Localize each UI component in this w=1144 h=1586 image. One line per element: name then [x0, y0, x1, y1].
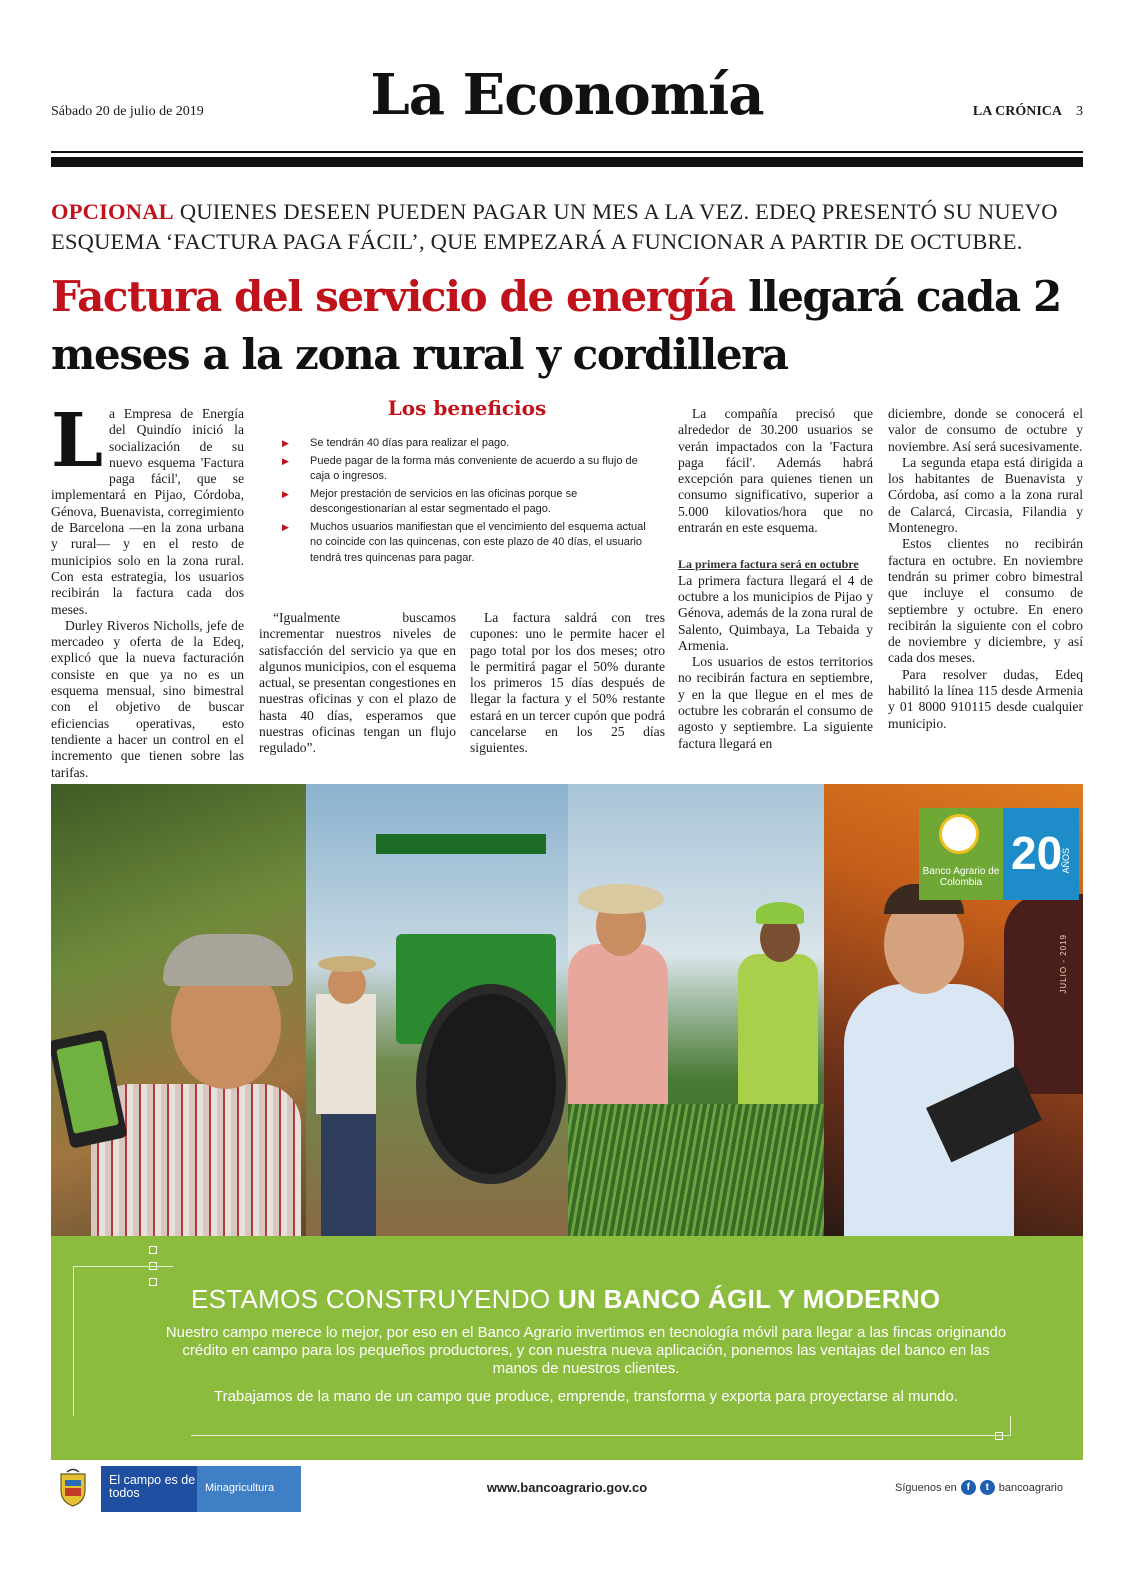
follow-label: Síguenos en — [895, 1481, 957, 1494]
sombrero — [578, 884, 664, 914]
tractor-photo — [306, 784, 568, 1236]
paragraph-text: a Empresa de Energía del Quindío inició la socialización de su nuevo esquema 'Factura paga fácil', que se implementará en Pijao, Córdoba, Génova, Buenavista, corregimiento de Barcelona —en la zona urbana y rural— y en el resto de municipios solo en la zona rural. Con esta estrategia, los usuarios recibirán la factura cada dos meses. — [51, 406, 244, 617]
drop-cap: L — [51, 398, 104, 484]
triangle-bullet-icon: ▶ — [282, 488, 289, 499]
facebook-icon[interactable]: f — [961, 1480, 976, 1495]
logo-text: Banco Agrario de Colombia — [922, 866, 1000, 888]
paragraph: La compañía precisó que alrededor de 30.200 usuarios se verán impactados con la 'Factura paga fácil'. Además habrá excepción para quienes tienen un consumo significativo, superior a 5.000 kilovatios/hora que no entrarán en este esquema. — [678, 406, 873, 536]
bank-logo — [919, 808, 1079, 900]
ad-title-light: ESTAMOS CONSTRUYENDO — [191, 1284, 558, 1314]
anniversary-number: 20 — [1011, 827, 1063, 879]
hat — [318, 956, 376, 972]
article-column-4 — [470, 610, 665, 757]
ad-body-2: Trabajamos de la mano de un campo que produce, emprende, transforma y exporta para proyectarse al mundo. — [213, 1388, 959, 1405]
circuit-line — [73, 1266, 173, 1416]
article-column-5 — [678, 406, 873, 752]
kicker — [51, 197, 1091, 257]
paragraph: Estos clientes no recibirán factura en octubre. En noviembre tendrán su primer cobro bimestral que incluye el consumo de septiembre y octubre. En enero recibirán la siguiente con el cobro de noviembre y diciembre, y así cada dos meses. — [888, 536, 1083, 666]
cap — [163, 934, 293, 986]
ship-hull — [1004, 894, 1083, 1094]
jeans — [321, 1114, 376, 1236]
article-column-6 — [888, 406, 1083, 732]
circuit-square — [995, 1432, 1003, 1440]
benefits-title: Los beneficios — [387, 396, 547, 420]
list-item — [282, 454, 652, 485]
benefits-list — [282, 436, 652, 566]
headline-red: Factura del servicio de energía — [51, 272, 735, 321]
paragraph: Durley Riveros Nicholls, jefe de mercadeo y oferta de la Edeq, explicó que la nueva facturación consiste en que ya no es un esquema mensual, sino bimestral con el objetivo de buscar eficiencias operativas, esto tendiente a hacer un control en el incremento que tienen sobre las tarifas. — [51, 617, 244, 780]
paragraph — [51, 398, 244, 618]
ad-date-vertical: JULIO - 2019 — [1059, 934, 1068, 994]
grass — [568, 1104, 824, 1236]
page-number: 3 — [1076, 104, 1083, 119]
subheading: La primera factura será en octubre — [678, 557, 859, 572]
list-item-text: Mejor prestación de servicios en las oficinas porque se descongestionarían al estar segmentado el pago. — [310, 487, 578, 515]
article-column-1 — [51, 398, 244, 781]
benefits-box — [282, 396, 652, 568]
campo-badge: El campo es de todos — [101, 1466, 197, 1512]
social-handle: bancoagrario — [998, 1481, 1063, 1494]
green-cap — [756, 902, 804, 924]
ad-body: Nuestro campo merece lo mejor, por eso en el Banco Agrario invertimos en tecnología móvil para llegar a las fincas originando crédito en campo para los pequeños productores, y con nuestra nueva aplicación, ponemos las ventajas del banco en las manos de nuestros clientes. — [165, 1324, 1007, 1377]
social-links — [895, 1480, 1063, 1495]
ad-title — [191, 1284, 940, 1315]
circuit-square — [149, 1246, 157, 1254]
headline — [51, 268, 1101, 384]
pink-shirt — [568, 944, 668, 1104]
tractor-canopy — [376, 834, 546, 854]
green-vest — [738, 954, 818, 1104]
paragraph: “Igualmente buscamos incrementar nuestros niveles de satisfacción del servicio ya que en algunos municipios, con el esquema actual, se presentan congestiones en nuestras oficinas y con el plazo de hasta 40 días, esperamos que nuestras oficinas tengan un flujo regulado”. — [259, 610, 456, 756]
smartphone — [51, 1029, 128, 1149]
triangle-bullet-icon: ▶ — [282, 438, 289, 448]
paragraph: La factura saldrá con tres cupones: uno le permite hacer el pago total por los dos meses; otro le permitirá pagar el 50% durante los primeros 15 días después de llegar la factura y el 50% restante estará en un tercer cupón que podrá cancelarse en los 25 días siguientes. — [470, 610, 665, 756]
list-item-text: Muchos usuarios manifiestan que el vencimiento del esquema actual no coincide con las quincenas, con este plazo de 40 días, el usuario tendrá tres quincenas para pagar. — [310, 520, 646, 564]
list-item-text: Puede pagar de la forma más conveniente de acuerdo a su flujo de caja o ingresos. — [310, 454, 638, 482]
list-item — [282, 487, 652, 518]
twitter-icon[interactable]: t — [980, 1480, 995, 1495]
bank-emblem-icon — [939, 814, 979, 854]
ministry-badge: Minagricultura — [197, 1466, 301, 1512]
kicker-text: QUIENES DESEEN PUEDEN PAGAR UN MES A LA VEZ. EDEQ PRESENTÓ SU NUEVO ESQUEMA ‘FACTURA PAGA FÁCIL’, QUE EMPEZARÁ A FUNCIONAR A PARTIR DE OCTUBRE. — [51, 199, 1058, 254]
website-link[interactable]: www.bancoagrario.gov.co — [486, 1480, 648, 1495]
section-title: La Economía — [370, 62, 764, 128]
advertisement — [51, 784, 1083, 1460]
paragraph: diciembre, donde se conocerá el valor de consumo de octubre y noviembre. Así será sucesivamente. — [888, 406, 1083, 454]
issue-date: Sábado 20 de julio de 2019 — [51, 104, 204, 119]
phone-screen — [56, 1040, 119, 1134]
list-item — [282, 520, 652, 567]
triangle-bullet-icon: ▶ — [282, 455, 289, 466]
plaid-shirt — [91, 1084, 301, 1236]
circuit-line — [191, 1416, 1011, 1436]
farmer-photo — [51, 784, 306, 1236]
paragraph: La primera factura llegará el 4 de octubre a los municipios de Pijao y Génova, además de la zona rural de Salento, Quimbaya, La Tebaida y Armenia. — [678, 572, 873, 653]
ad-footer — [51, 1466, 1083, 1516]
ad-title-bold: UN BANCO ÁGIL Y MODERNO — [557, 1284, 941, 1314]
anniversary-label: AÑOS — [1061, 848, 1071, 874]
tractor-tire — [416, 984, 566, 1184]
ad-green-band — [51, 1236, 1083, 1460]
list-item-text: Se tendrán 40 días para realizar el pago. — [310, 437, 510, 449]
triangle-bullet-icon: ▶ — [282, 521, 289, 532]
article-column-3 — [259, 610, 456, 757]
newspaper-name — [973, 104, 1083, 120]
paragraph: Los usuarios de estos territorios no recibirán factura en septiembre, y en la que llegue en el mes de octubre les cobrarán el consumo de agosto y septiembre. La siguiente factura llegará en — [678, 654, 873, 751]
paragraph: Para resolver dudas, Edeq habilitó la línea 115 desde Armenia y 01 8000 910115 desde cualquier municipio. — [888, 666, 1083, 731]
divider-thin — [51, 151, 1083, 153]
headline-black: llegará cada 2 meses a la zona rural y cordillera — [51, 272, 1061, 379]
kicker-label: OPCIONAL — [51, 199, 174, 224]
paragraph: La segunda etapa está dirigida a los habitantes de Buenavista y Córdoba, así como a la zona rural de Calarcá, Circasia, Filandia y Montenegro. — [888, 454, 1083, 536]
farmer-poncho — [316, 994, 376, 1114]
list-item — [282, 436, 652, 452]
divider-thick — [51, 157, 1083, 167]
newspaper-label: LA CRÓNICA — [972, 104, 1062, 119]
logo-green-panel — [919, 808, 1003, 900]
ad-photo-collage — [51, 784, 1083, 1236]
masthead — [51, 60, 1083, 160]
field-photo — [568, 784, 824, 1236]
